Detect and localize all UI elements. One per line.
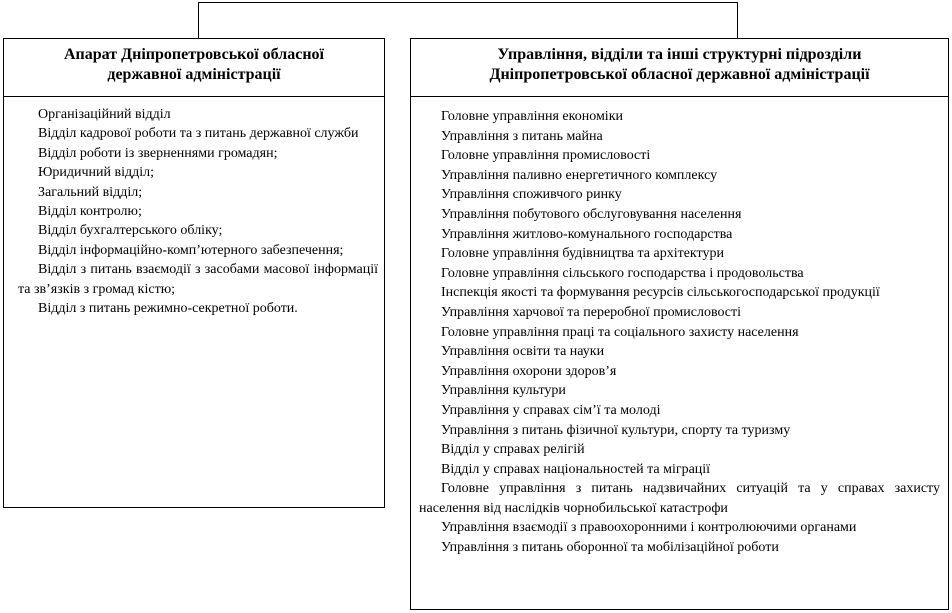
list-item: Управління з питань фізичної культури, спорту та туризму [441, 422, 791, 438]
structural-units-title-line2: Дніпропетровської обласної державної адміністрації [489, 66, 870, 83]
structural-units-list [411, 97, 948, 558]
apparatus-title-line2: державної адміністрації [107, 66, 281, 83]
list-item: Управління культури [441, 383, 566, 399]
list-item: Відділ кадрової роботи та з питань державної служби [38, 126, 359, 142]
list-item: Відділ інформаційно-комп’ютерного забезпечення; [38, 242, 344, 258]
list-item: Управління споживчого ринку [441, 187, 622, 203]
list-item: Головне управління з питань надзвичайних ситуацій та у справах захисту населення від наслідків чорнобильської катастрофи [419, 481, 940, 516]
list-item: Управління взаємодії з правоохоронними і контролюючими органами [441, 520, 857, 536]
list-item: Управління у справах сім’ї та молоді [441, 402, 661, 418]
list-item: Відділ з питань взаємодії з засобами масової інформації та зв’язків з громад кістю; [18, 262, 378, 297]
apparatus-box-header [4, 39, 384, 97]
list-item: Управління житлово-комунального господарства [441, 226, 733, 242]
list-item: Управління побутового обслуговування населення [441, 206, 742, 222]
list-item: Юридичний відділ; [38, 165, 155, 181]
list-item: Управління освіти та науки [441, 344, 605, 360]
apparatus-title-line1: Апарат Дніпропетровської обласної [64, 46, 324, 63]
list-item: Управління харчової та переробної промисловості [441, 304, 742, 320]
list-item: Головне управління праці та соціального захисту населення [441, 324, 799, 340]
list-item: Організаційний відділ [38, 107, 171, 122]
list-item: Відділ у справах релігій [441, 442, 585, 458]
list-item: Загальний відділ; [38, 184, 143, 200]
list-item: Головне управління промисловості [441, 148, 651, 164]
list-item: Управління з питань майна [441, 128, 603, 144]
list-item: Відділ контролю; [38, 204, 142, 220]
list-item: Головне управління економіки [441, 109, 623, 124]
list-item: Головне управління сільського господарства і продовольства [441, 265, 804, 281]
structural-units-box-header [411, 39, 948, 97]
list-item: Управління паливно енергетичного комплексу [441, 167, 718, 183]
list-item: Управління з питань оборонної та мобілізаційної роботи [441, 540, 779, 556]
structural-units-title-line1: Управління, відділи та інші структурні підрозділи [497, 46, 862, 63]
list-item: Відділ у справах національностей та міграції [441, 461, 711, 477]
connector-line [198, 2, 738, 38]
structural-units-box [410, 38, 949, 610]
list-item: Відділ з питань режимно-секретної роботи. [38, 301, 298, 317]
list-item: Відділ бухгалтерського обліку; [38, 223, 223, 239]
list-item: Інспекція якості та формування ресурсів сільськогосподарської продукції [441, 285, 880, 301]
list-item: Головне управління будівництва та архітектури [441, 246, 724, 262]
apparatus-box [3, 38, 385, 508]
apparatus-departments-list [4, 97, 384, 318]
list-item: Управління охорони здоров’я [441, 363, 617, 379]
list-item: Відділ роботи із зверненнями громадян; [38, 145, 278, 161]
